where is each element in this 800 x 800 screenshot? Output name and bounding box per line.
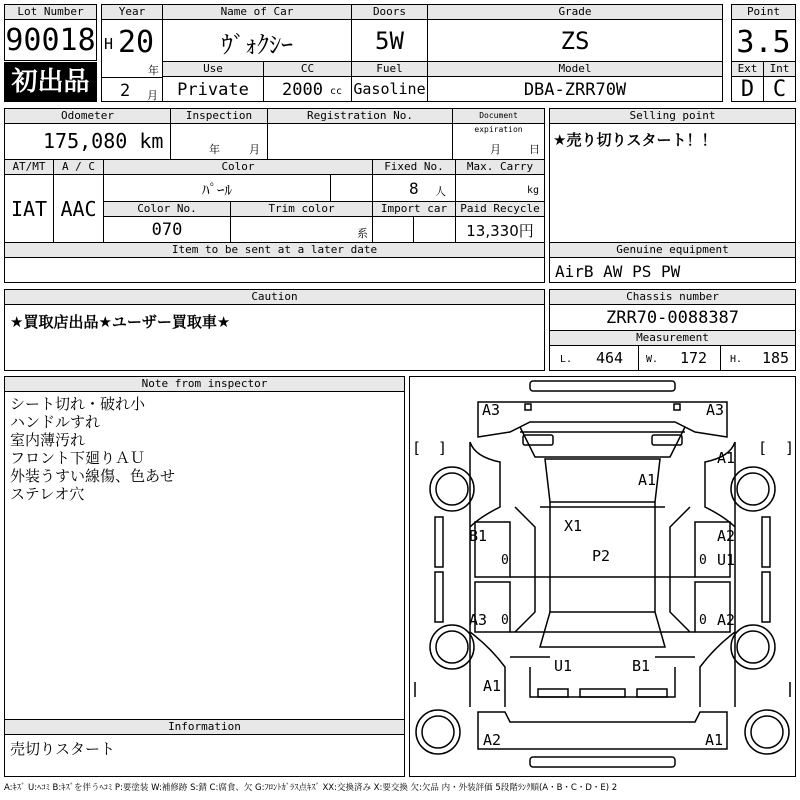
lot-number-box (4, 4, 97, 61)
fixed-unit: 人 (435, 185, 446, 198)
use-box (162, 61, 264, 102)
lot-number-label: Lot Number (5, 5, 96, 20)
chassis-label: Chassis number (550, 290, 795, 305)
ext-label: Ext (732, 62, 763, 77)
ac-value: AAC (60, 197, 97, 221)
point-box (731, 4, 796, 62)
mark-zero-r: 0 (699, 553, 707, 568)
registration-label: Registration No. (268, 109, 452, 124)
trim-unit: 系 (357, 227, 368, 240)
inspector-line: 外装うすい線傷、色あせ (10, 467, 176, 485)
doc-expiration-label: Document expiration (453, 109, 544, 124)
lot-number: 90018 (5, 23, 96, 58)
width-value: 172 (680, 349, 708, 367)
width-label: W. (646, 354, 659, 365)
car-name: ｳﾞｫｸｼｰ (221, 31, 293, 59)
inspector-line: シート切れ・破れ小 (10, 395, 146, 413)
inspector-note-box (4, 376, 405, 720)
mark-a1-roof: A1 (638, 471, 657, 489)
inspector-note-label: Note from inspector (5, 377, 404, 392)
color-no-label: Color No. (104, 202, 230, 217)
car-diagram (410, 377, 795, 776)
model-value: DBA-ZRR70W (523, 80, 627, 100)
odometer-label: Odometer (5, 109, 170, 124)
height-value: 185 (762, 349, 790, 367)
selling-point-text: ★売り切りスタート！！ (553, 131, 717, 149)
int-label: Int (764, 62, 795, 77)
measure-label: Measurement (550, 331, 795, 346)
cc-box (263, 61, 352, 102)
mark-a2-r2: A2 (717, 611, 736, 629)
inspection-month: 月 (249, 143, 260, 156)
recycle-label: Paid Recycle (456, 202, 544, 217)
inspector-line: フロント下廻りＡＵ (10, 449, 146, 467)
month-value: 2 (120, 81, 131, 101)
car-diagram-box (409, 376, 796, 777)
height-label: H. (730, 354, 743, 365)
mark-u1-r: U1 (717, 551, 736, 569)
legend-text: A:ｷｽﾞ U:ﾍｺﾐ B:ｷｽﾞを伴うﾍｺﾐ P:要塗装 W:補修跡 S:錆 C:腐食、欠 G:ﾌﾛﾝﾄｶﾞﾗｽ点ｷｽﾞ XX:交換済み X:要交換 欠:欠品 内・外装評価 5段階ﾗﾝｸ順(A・B・C・D・E) 2 (4, 783, 618, 793)
mark-b1-l: B1 (469, 527, 488, 545)
chassis-box (549, 289, 796, 371)
year-era: H (104, 35, 114, 53)
mark-u1-b: U1 (554, 657, 573, 675)
bracket-r: ] (438, 439, 448, 457)
mark-a2-r: A2 (717, 527, 736, 545)
caution-box (4, 289, 545, 371)
doc-day: 日 (529, 143, 540, 156)
trim-label: Trim color (231, 202, 372, 217)
odometer-value: 175,080 km (43, 129, 164, 153)
inspection-label: Inspection (171, 109, 267, 124)
first-listing-badge: 初出品 (4, 62, 97, 102)
model-box (427, 61, 723, 102)
mark-a1-br: A1 (705, 731, 724, 749)
ac-label: A / C (54, 160, 103, 175)
recycle-value: 13,330円 (466, 222, 534, 240)
mark-p2: P2 (592, 547, 611, 565)
year-label: Year (102, 5, 162, 20)
equipment-label: Genuine equipment (550, 243, 795, 258)
mark-a3-tl: A3 (482, 401, 501, 419)
bracket-l: [ (412, 439, 422, 457)
mark-a1-r: A1 (717, 449, 736, 467)
details-box (4, 108, 545, 283)
atmt-value: IAT (10, 197, 48, 221)
year-box (101, 4, 163, 102)
model-label: Model (428, 62, 722, 77)
fuel-box (351, 61, 428, 102)
mark-a3-l2: A3 (469, 611, 488, 629)
doors-label: Doors (352, 5, 427, 20)
color-label: Color (104, 160, 372, 175)
month-unit: 月 (147, 89, 158, 102)
mark-a1-bl: A1 (483, 677, 502, 695)
caution-text: ★買取店出品★ユーザー買取車★ (10, 313, 231, 331)
carry-unit: kg (527, 185, 540, 196)
mark-zero-l2: 0 (501, 613, 509, 628)
equipment-box (549, 242, 796, 283)
doc-month: 月 (490, 143, 501, 156)
name-label: Name of Car (163, 5, 351, 20)
color-value: ﾊﾟｰﾙ (201, 181, 232, 199)
inspector-line: 室内薄汚れ (10, 431, 86, 449)
mark-a2-bl: A2 (483, 731, 502, 749)
length-value: 464 (596, 349, 624, 367)
year-unit: 年 (148, 64, 159, 77)
caution-label: Caution (5, 290, 544, 305)
information-text: 売切りスタート (10, 740, 116, 758)
information-label: Information (5, 720, 404, 735)
mark-b1-b: B1 (632, 657, 651, 675)
grade-box (427, 4, 723, 62)
equipment-value: AirB AW PS PW (555, 262, 681, 281)
mark-zero-l: 0 (501, 553, 509, 568)
use-value: Private (177, 80, 249, 100)
mark-x1: X1 (564, 517, 583, 535)
inspection-year: 年 (209, 143, 220, 156)
inspector-line: ハンドルすれ (10, 413, 101, 431)
color-no-value: 070 (151, 220, 183, 240)
grade-label: Grade (428, 5, 722, 20)
use-label: Use (163, 62, 263, 77)
fixed-value: 8 (409, 179, 419, 198)
year-value: 20 (118, 25, 155, 60)
inspector-line: ステレオ穴 (10, 485, 85, 503)
chassis-value: ZRR70-0088387 (605, 308, 740, 328)
information-box (4, 719, 405, 777)
selling-point-label: Selling point (550, 109, 795, 124)
length-label: L. (560, 354, 573, 365)
fixed-label: Fixed No. (373, 160, 455, 175)
mark-a3-tr: A3 (706, 401, 725, 419)
name-box (162, 4, 352, 62)
import-label: Import car (373, 202, 455, 217)
mark-zero-r2: 0 (699, 613, 707, 628)
bracket-r2: ] (785, 439, 795, 457)
atmt-label: AT/MT (5, 160, 53, 175)
cc-label: CC (264, 62, 351, 77)
point-label: Point (732, 5, 795, 20)
ext-value: D (740, 77, 755, 102)
selling-point-box (549, 108, 796, 243)
cc-unit: cc (330, 86, 343, 97)
int-box (763, 61, 796, 102)
later-label: Item to be sent at a later date (5, 243, 544, 258)
fuel-label: Fuel (352, 62, 427, 77)
grade-value: ZS (560, 27, 590, 55)
cc-value: 2000 (282, 80, 323, 100)
bracket-l2: [ (758, 439, 768, 457)
ext-box (731, 61, 764, 102)
point-value: 3.5 (736, 25, 791, 60)
carry-label: Max. Carry (456, 160, 544, 175)
doors-box (351, 4, 428, 62)
fuel-value: Gasoline (353, 80, 426, 98)
doors-value: 5W (375, 27, 404, 55)
int-value: C (772, 77, 787, 102)
